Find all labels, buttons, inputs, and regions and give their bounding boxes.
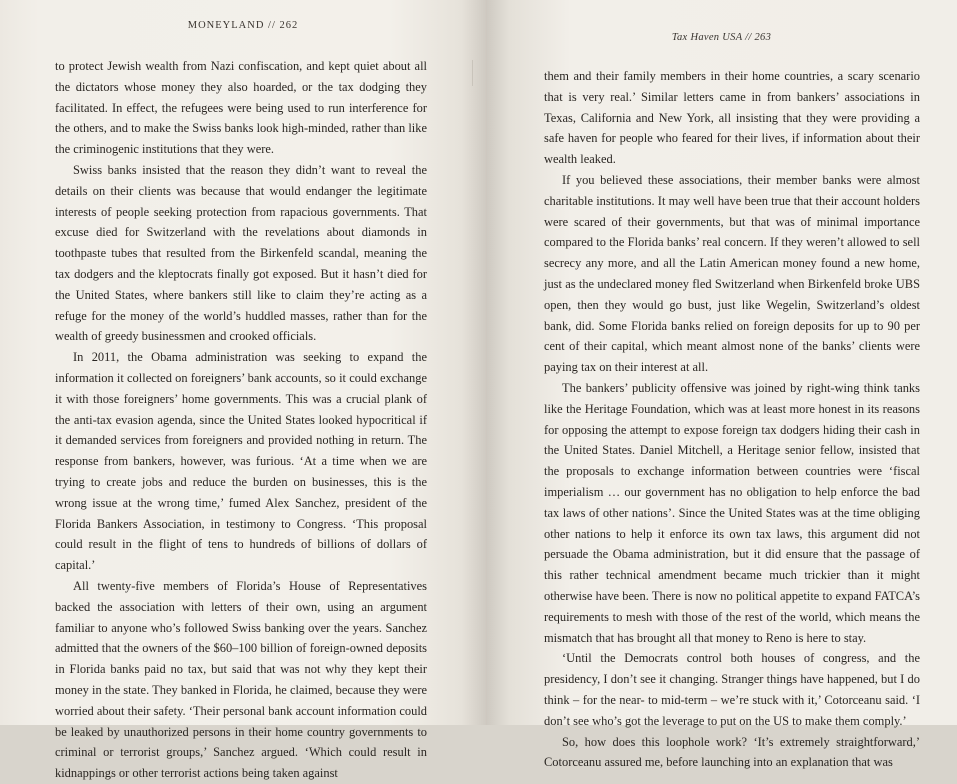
paragraph: If you believed these associations, their member banks were almost charitable institutions. It may well have been true that their account holders were scared of their governments, but that was of minimal importance compared to the Florida banks’ real concern. If they weren’t allowed to sell secrecy any more, and all the Latin American money found a new home, just as the undeclared money fled Switzerland when Birkenfeld broke UBS open, then they would go bust, just like Wegelin, Switzerland’s oldest bank, did. Some Florida banks relied on foreign deposits for up to 90 per cent of their capital, which meant almost none of the banks’ clients were paying tax on their interest at all. <box>544 172 920 375</box>
paragraph: So, how does this loophole work? ‘It’s extremely straightforward,’ Cotorceanu assured me, before launching into an explanation that was <box>544 734 920 770</box>
gutter-crease <box>472 60 473 86</box>
paragraph: The bankers’ publicity offensive was joined by right-wing think tanks like the Heritage Foundation, which was at least more honest in its reasons for opposing the attempt to expose foreign tax dodgers hiding their cash in the United States. Daniel Mitchell, a Heritage senior fellow, insisted that the proposals to exchange information between countries were ‘fiscal imperialism … our government has no obligation to help enforce the bad tax laws of other nations’. Since the United States was at the time obliging other nations to help it enforce its own tax laws, this argument did not persuade the Obama administration, but it did ensure that the passage of this rather technical amendment became much trickier than it might otherwise have been. There is now no political appetite to expand FATCA’s requirements to mesh with those of the rest of the world, which means the mismatch that has brought all that money to Reno is here to stay. <box>544 380 920 645</box>
paragraph: In 2011, the Obama administration was seeking to expand the information it collected on foreigners’ bank accounts, so it could exchange it with those foreigners’ home governments. This was a crucial plank of the anti-tax evasion agenda, since the United States looked hypocritical if it demanded services from foreigners and provided nothing in return. The response from bankers, however, was furious. ‘At a time when we are trying to create jobs and reduce the burden on businesses, this is the wrong issue at the wrong time,’ fumed Alex Sanchez, president of the Florida Bankers Association, in testimony to Congress. ‘This proposal could result in the flight of tens to hundreds of billions of dollars of capital.’ <box>55 350 427 573</box>
paragraph: Swiss banks insisted that the reason they didn’t want to reveal the details on their clients was because that would endanger the legitimate interests of people seeking protection from rapacious governments. That excuse died for Switzerland with the revelations about diamonds in toothpaste tubes that resulted from the Birkenfeld scandal, meaning the tax dodgers and the kleptocrats finally got exposed. But it hasn’t died for the United States, where bankers still like to claim they’re acting as a refuge for the money of the world’s huddled masses, rather than for the wealth of greedy businessmen and crooked officials. <box>55 162 427 344</box>
paragraph: them and their family members in their home countries, a scary scenario that is very real.’ Similar letters came in from bankers’ associations in Texas, California and New York, all insisting that they were providing a safe haven for people who feared for their lives, if information about their wealth leaked. <box>544 69 920 167</box>
right-page <box>486 0 957 770</box>
right-running-header: Tax Haven USA // 263 <box>671 32 772 43</box>
right-body-text <box>544 66 920 773</box>
left-running-header: MONEYLAND // 262 <box>187 20 299 31</box>
paragraph: to protect Jewish wealth from Nazi confiscation, and kept quiet about all the dictators whose money they also hoarded, or the tax dodging they facilitated. In effect, the refugees were being used to run interference for the others, and to make the Swiss banks look high-minded, rather than like the criminogenic institutions that they were. <box>55 59 427 157</box>
paragraph: ‘Until the Democrats control both houses of congress, and the presidency, I don’t see it changing. Stranger things have happened, but I do think – for the near- to mid-term – we’re stuck with it,’ Cotorceanu said. ‘I don’t see who’s got the leverage to put on the US to make them comply.’ <box>544 651 920 728</box>
left-body-text <box>55 56 427 784</box>
paragraph: All twenty-five members of Florida’s House of Representatives backed the association with letters of their own, using an argument familiar to anyone who’s followed Swiss banking over the years. Sanchez admitted that the owners of the $60–100 billion of foreign-owned deposits in Florida banks paid no tax, but said that was not why they kept their money in the state. They banked in Florida, he claimed, because they were worried about their safety. ‘Their personal bank account information could be leaked by unauthorized persons in their home country governments to criminal or terrorist groups,’ Sanchez argued. ‘Which could result in kidnappings or other terrorist actions being taken against <box>55 578 427 781</box>
